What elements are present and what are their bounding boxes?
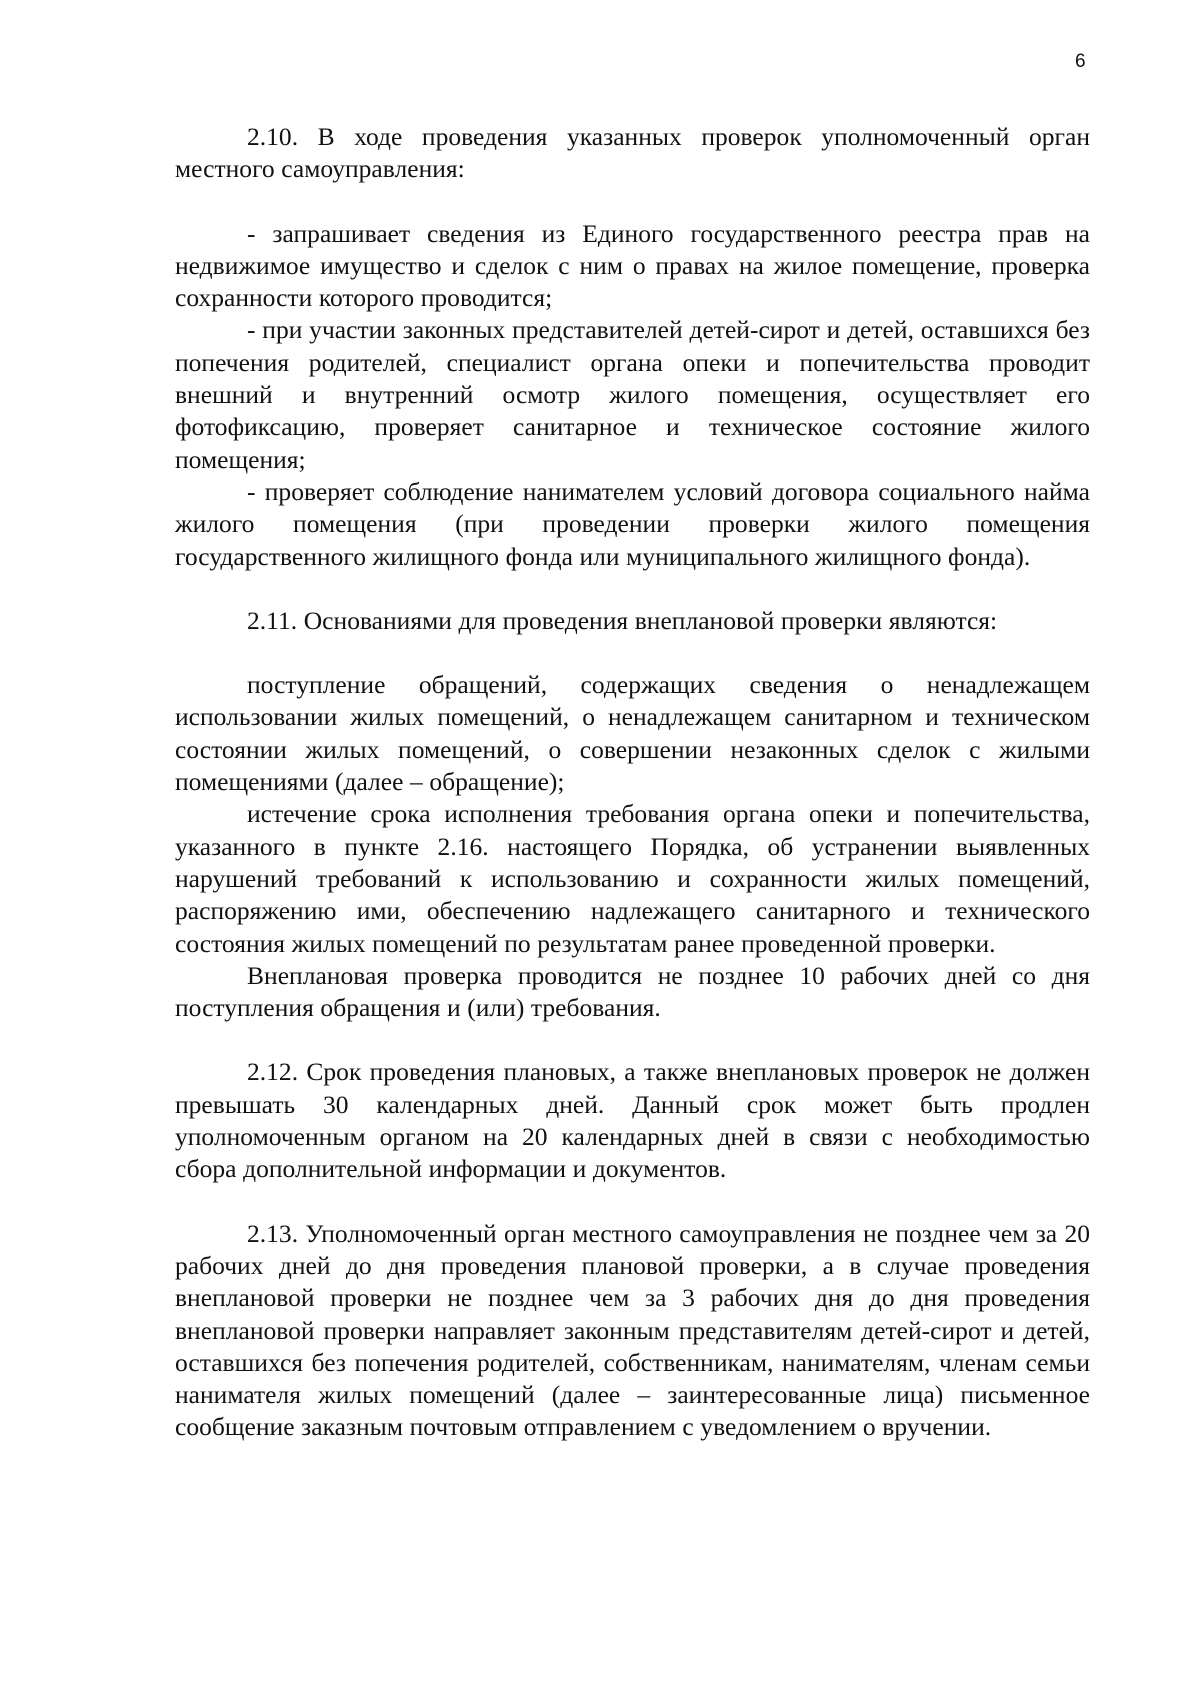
page-number: 6 — [1075, 51, 1086, 72]
paragraph-2-11-unscheduled-term: Внеплановая проверка проводится не позднее 10 рабочих дней со дня поступления обращения и (или) требования. — [175, 960, 1090, 1023]
paragraph-gap — [175, 573, 1090, 605]
paragraph-2-10-item-request-records: - запрашивает сведения из Единого государственного реестра прав на недвижимое имущество и сделок с ним о правах на жилое помещение, проверка сохранности которого проводится; — [175, 218, 1090, 313]
paragraph-gap — [175, 186, 1090, 218]
paragraph-gap — [175, 637, 1090, 669]
paragraph-2-10-item-contract-check: - проверяет соблюдение нанимателем условий договора социального найма жилого помещения (при проведении проверки жилого помещения государственного жилищного фонда или муниципального жилищного фонда). — [175, 476, 1090, 571]
paragraph-2-11: 2.11. Основаниями для проведения внеплановой проверки являются: — [247, 605, 998, 635]
paragraph-2-13: 2.13. Уполномоченный орган местного самоуправления не позднее чем за 20 рабочих дней до дня проведения плановой проверки, а в случае проведения внеплановой проверки не позднее чем за 3 рабочих дня до дня проведения внеплановой проверки направляет законным представителям детей-сирот и детей, оставшихся без попечения родителей, собственникам, нанимателям, членам семьи нанимателя жилых помещений (далее – заинтересованные лица) письменное сообщение заказным почтовым отправлением с уведомлением о вручении. — [175, 1218, 1090, 1442]
paragraph-2-12: 2.12. Срок проведения плановых, а также внеплановых проверок не должен превышать 30 календарных дней. Данный срок может быть продлен уполномоченным органом на 20 календарных дней в связи с необходимостью сбора дополнительной информации и документов. — [175, 1057, 1090, 1184]
paragraph-2-11-item-complaints: поступление обращений, содержащих сведения о ненадлежащем использовании жилых помещений, о ненадлежащем санитарном и техническом состоянии жилых помещений, о совершении незаконных сделок с жилыми помещениями (далее – обращение); — [175, 670, 1090, 797]
paragraph-gap — [175, 1024, 1090, 1056]
paragraph-2-11-item-deadline-expiry: истечение срока исполнения требования органа опеки и попечительства, указанного в пункте 2.16. настоящего Порядка, об устранении выявленных нарушений требований к использованию и сохранности жилых помещений, распоряжению ими, обеспечению надлежащего санитарного и технического состояния жилых помещений по результатам ранее проведенной проверки. — [175, 799, 1090, 958]
paragraph-gap — [175, 1186, 1090, 1218]
paragraph-2-10-item-inspection: - при участии законных представителей детей-сирот и детей, оставшихся без попечения родителей, специалист органа опеки и попечительства проводит внешний и внутренний осмотр жилого помещения, осуществляет его фотофиксацию, проверяет санитарное и техническое состояние жилого помещения; — [175, 315, 1090, 474]
paragraph-2-10: 2.10. В ходе проведения указанных проверок уполномоченный орган местного самоуправления: — [175, 122, 1090, 184]
document-body — [175, 121, 1090, 1444]
